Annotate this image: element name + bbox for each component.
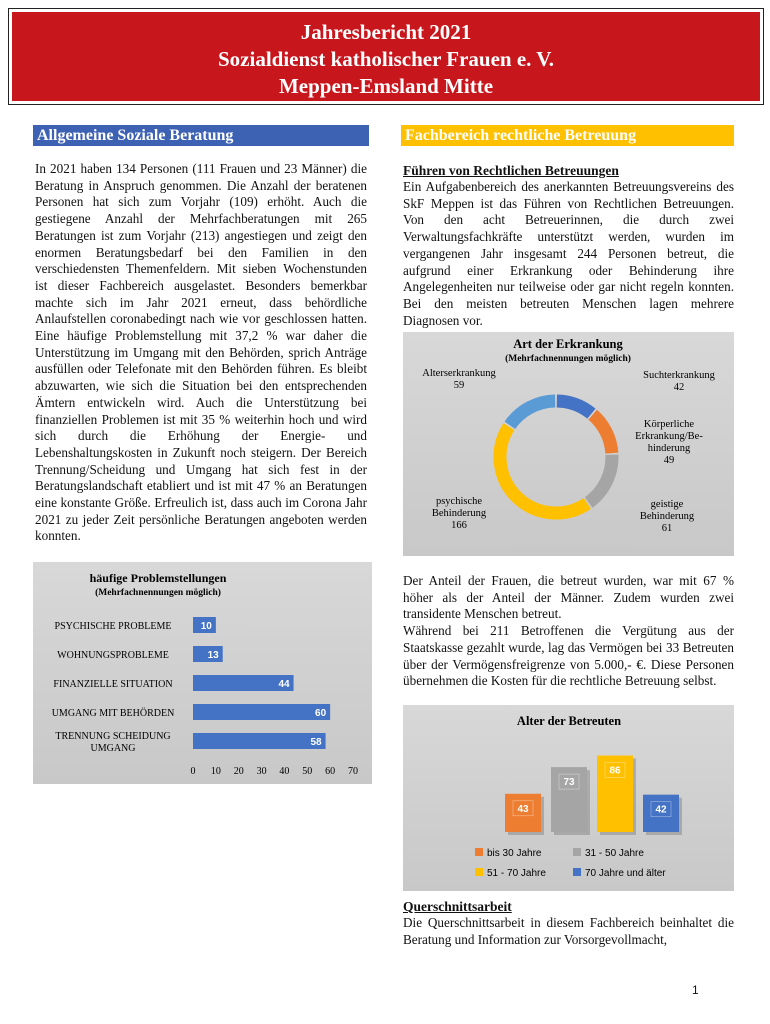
header-organization: Sozialdienst katholischer Frauen e. V. xyxy=(217,47,555,71)
vbar-legend-swatch xyxy=(475,848,483,856)
hbar-value-label: 13 xyxy=(207,650,219,661)
age-chart xyxy=(403,705,734,891)
hbar-value-label: 58 xyxy=(310,737,322,748)
women-share-paragraph: Der Anteil der Frauen, die betreut wurden, war mit 67 % höher als der Anteil der Männer. Zudem wurden zwei transidente Menschen betreut. xyxy=(403,573,734,622)
hbar-value-label: 10 xyxy=(200,621,212,632)
vbar-legend-label: 31 - 50 Jahre xyxy=(585,848,644,859)
age-bar-chart xyxy=(403,705,734,891)
donut-value-label: 59 xyxy=(453,380,465,391)
legal-care-subheading: Führen von Rechtlichen Betreuungen xyxy=(403,163,619,178)
donut-slice xyxy=(500,427,587,513)
hbar-value-label: 60 xyxy=(315,708,327,719)
vbar-legend-swatch xyxy=(573,848,581,856)
problems-bar-chart xyxy=(33,562,372,784)
vbar-legend-swatch xyxy=(573,868,581,876)
hbar-tick-label: 40 xyxy=(279,766,290,777)
donut-label: hinderung xyxy=(647,443,691,454)
donut-subtitle: (Mehrfachnennungen möglich) xyxy=(505,354,631,364)
header-title: Jahresbericht 2021 xyxy=(300,20,472,44)
hbar-tick-label: 70 xyxy=(348,766,358,777)
donut-slice xyxy=(557,401,592,414)
vbar-value-label: 86 xyxy=(609,765,621,777)
report-header xyxy=(12,12,760,101)
legal-care-text: Ein Aufgabenbereich des anerkannten Betreuungsvereins des SkF Meppen ist das Führen von Rechtlichen Betreuungen. Von den acht Betreuerinnen, die durch zwei Verwaltungsfachkräfte unterstützt werden, wurden im vergangenen Jahr insgesamt 244 Personen betreut, die aufgrund einer Erkrankung oder Behinderung ihre Angelegenheiten nur teilweise oder gar nicht regeln konnten. Bei den meisten betreuten Menschen lagen mehrere Diagnosen vor. xyxy=(403,179,734,328)
vbar-title: Alter der Betreuten xyxy=(516,714,622,728)
hbar-category-label: WOHNUNGSPROBLEME xyxy=(57,650,169,661)
vbar-value-label: 73 xyxy=(563,777,575,789)
donut-value-label: 42 xyxy=(673,382,685,393)
donut-value-label: 61 xyxy=(661,523,673,534)
illness-type-chart xyxy=(403,332,734,556)
problems-chart xyxy=(33,562,372,784)
hbar-tick-label: 0 xyxy=(190,766,196,777)
vbar-legend-swatch xyxy=(475,868,483,876)
donut-label: psychische xyxy=(435,496,483,507)
hbar-category-label: PSYCHISCHE PROBLEME xyxy=(54,621,172,632)
hbar-bar xyxy=(193,704,330,720)
hbar-subtitle: (Mehrfachnennungen möglich) xyxy=(95,588,221,598)
hbar-tick-label: 50 xyxy=(302,766,313,777)
hbar-category-label: TRENNUNG SCHEIDUNG xyxy=(55,731,171,742)
donut-label: Erkrankung/Be- xyxy=(635,431,703,442)
donut-title: Art der Erkrankung xyxy=(513,337,623,351)
donut-label: Behinderung xyxy=(639,511,695,522)
donut-slice xyxy=(510,401,555,425)
cross-section-text: Die Querschnittsarbeit in diesem Fachbereich beinhaltet die Beratung und Information zur Vorsorgevollmacht, xyxy=(403,915,734,947)
page-number: 1 xyxy=(692,983,699,997)
donut-value-label: 49 xyxy=(663,455,675,466)
payment-paragraph: Während bei 211 Betroffenen die Vergütung aus der Staatskasse gezahlt wurde, lag das Vermögen bei 33 Betreuten über der Vermögensfreigrenze von 5.000,- €. Diese Personen übernehmen die Kosten für die rechtliche Betreuung selbst. xyxy=(403,623,734,689)
hbar-category-label: UMGANG MIT BEHÖRDEN xyxy=(51,708,175,719)
section-title-legal-care: Fachbereich rechtliche Betreuung xyxy=(401,125,734,146)
vbar-legend-label: bis 30 Jahre xyxy=(487,848,542,859)
social-counseling-text: In 2021 haben 134 Personen (111 Frauen und 23 Männer) die Beratung in Anspruch genommen. Die Anzahl der beratenen Personen hat sich zum Vorjahr (109) erhöht. Auch die gestiegene Anzahl der Mehrfachberatungen mit 265 Beratungen ist zum Vorjahr (213) angestiegen und zeigt den enormen Beratungsbedarf bei den Familien in den verschiedensten Themenfeldern. Mit sieben Wochenstunden ist dieser Fachbereich ausgelastet. Besonders bemerkbar machte sich im Jahr 2021 erneut, dass behördliche Anlaufstellen coronabedingt nach wie vor geschlossen hatten. Eine häufige Problemstellung mit 37,2 % war daher die Unterstützung im Umgang mit den Behörden, sprich Anträge ausfüllen oder Telefonate mit den Behörden führen. Es bleibt abzuwarten, wie sich die Situation bei den entsprechenden Ämtern entwickeln wird. Auch die Unterstützung bei finanziellen Problemen ist mit 35 % weiterhin hoch und wird sich durch die Erhöhung der Energie- und Lebenshaltungskosten in Zukunft noch steigern. Der Bereich Trennung/Scheidung und Umgang hat sich fest in der Beratungslandschaft etabliert und ist mit 47 % an Beratungen eine konstante Größe. Erfreulich ist, dass auch im Corona Jahr 2021 zu jeder Zeit persönliche Beratungen angeboten werden konnten. xyxy=(35,161,367,544)
hbar-category-label: FINANZIELLE SITUATION xyxy=(53,679,173,690)
vbar-value-label: 42 xyxy=(655,804,667,816)
cross-section-heading: Querschnittsarbeit xyxy=(403,899,512,914)
hbar-tick-label: 10 xyxy=(210,766,221,777)
donut-value-label: 166 xyxy=(451,520,467,531)
hbar-tick-label: 60 xyxy=(325,766,336,777)
report-header-frame xyxy=(8,8,764,105)
vbar-value-label: 43 xyxy=(517,803,529,815)
hbar-title: häufige Problemstellungen xyxy=(89,571,227,585)
donut-label: geistige xyxy=(650,499,684,510)
legal-care-statistics-text xyxy=(403,573,734,690)
donut-label: Körperliche xyxy=(643,419,695,430)
donut-label: Behinderung xyxy=(431,508,487,519)
donut-label: Suchterkrankung xyxy=(643,370,715,381)
hbar-tick-label: 20 xyxy=(233,766,244,777)
donut-slice xyxy=(593,415,612,453)
hbar-bar xyxy=(193,733,326,749)
hbar-value-label: 44 xyxy=(278,679,290,690)
illness-type-donut xyxy=(403,332,734,556)
donut-slice xyxy=(589,455,612,503)
hbar-tick-label: 30 xyxy=(256,766,267,777)
donut-label: Alterserkrankung xyxy=(422,368,496,379)
hbar-category-label: UMGANG xyxy=(90,743,136,754)
header-location: Meppen-Emsland Mitte xyxy=(278,74,494,98)
vbar-legend-label: 70 Jahre und älter xyxy=(585,868,666,879)
section-title-social-counseling: Allgemeine Soziale Beratung xyxy=(33,125,369,146)
vbar-legend-label: 51 - 70 Jahre xyxy=(487,868,546,879)
